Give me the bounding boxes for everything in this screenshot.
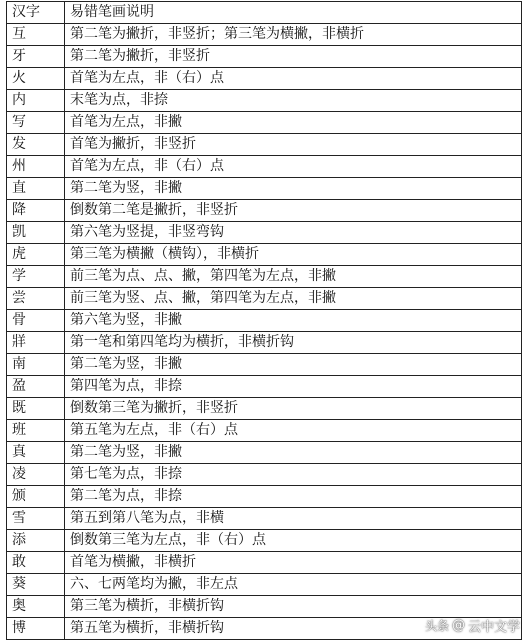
cell-character: 凯 <box>7 222 65 244</box>
cell-character: 葵 <box>7 574 65 596</box>
cell-description: 第二笔为撇折，非竖折；第三笔为横撇，非横折 <box>65 24 522 46</box>
cell-description: 第六笔为竖提，非竖弯钩 <box>65 222 522 244</box>
table-row <box>7 398 522 420</box>
table-row <box>7 200 522 222</box>
cell-character: 南 <box>7 354 65 376</box>
cell-character: 既 <box>7 398 65 420</box>
cell-character: 班 <box>7 420 65 442</box>
cell-description: 首笔为横撇，非横折 <box>65 552 522 574</box>
cell-character: 颁 <box>7 486 65 508</box>
watermark <box>425 616 520 635</box>
cell-description: 首笔为左点，非（右）点 <box>65 156 522 178</box>
cell-character: 直 <box>7 178 65 200</box>
cell-description: 第二笔为竖，非撇 <box>65 178 522 200</box>
cell-description: 第二笔为撇折，非竖折 <box>65 46 522 68</box>
cell-description: 前三笔为竖、点、撇，第四笔为左点，非撇 <box>65 288 522 310</box>
table-row <box>7 508 522 530</box>
stroke-error-table <box>6 1 522 640</box>
cell-description: 第二笔为竖，非撇 <box>65 354 522 376</box>
table-row <box>7 530 522 552</box>
table-row <box>7 112 522 134</box>
table-row <box>7 486 522 508</box>
cell-character: 内 <box>7 90 65 112</box>
cell-character: 雪 <box>7 508 65 530</box>
cell-description: 第六笔为竖，非撇 <box>65 310 522 332</box>
cell-character: 发 <box>7 134 65 156</box>
table-row <box>7 68 522 90</box>
table-row <box>7 156 522 178</box>
cell-description: 六、七两笔均为撇，非左点 <box>65 574 522 596</box>
cell-description: 倒数第二笔是撇折，非竖折 <box>65 200 522 222</box>
watermark-author: 云中文学 <box>467 620 520 635</box>
watermark-at: @ <box>451 618 465 633</box>
cell-character: 互 <box>7 24 65 46</box>
cell-description: 第五到第八笔为点，非横 <box>65 508 522 530</box>
table-row <box>7 266 522 288</box>
table-row <box>7 552 522 574</box>
header-character: 汉字 <box>7 2 65 24</box>
cell-character: 凌 <box>7 464 65 486</box>
table-row <box>7 442 522 464</box>
cell-character: 写 <box>7 112 65 134</box>
table-row <box>7 244 522 266</box>
cell-character: 骨 <box>7 310 65 332</box>
table-row <box>7 288 522 310</box>
cell-description: 第五笔为横折，非横折钩 <box>65 618 522 640</box>
cell-character: 博 <box>7 618 65 640</box>
cell-description: 首笔为左点，非（右）点 <box>65 68 522 90</box>
cell-character: 盈 <box>7 376 65 398</box>
table-row <box>7 354 522 376</box>
cell-description: 第七笔为点，非捺 <box>65 464 522 486</box>
table-row <box>7 46 522 68</box>
cell-description: 倒数第三笔为左点，非（右）点 <box>65 530 522 552</box>
cell-description: 倒数第三笔为撇折，非竖折 <box>65 398 522 420</box>
cell-character: 真 <box>7 442 65 464</box>
cell-character: 火 <box>7 68 65 90</box>
table-header-row <box>7 2 522 24</box>
table-row <box>7 574 522 596</box>
cell-description: 第五笔为左点，非（右）点 <box>65 420 522 442</box>
cell-description: 第三笔为横折，非横折钩 <box>65 596 522 618</box>
table-row <box>7 178 522 200</box>
table-row <box>7 464 522 486</box>
cell-character: 添 <box>7 530 65 552</box>
cell-character: 尝 <box>7 288 65 310</box>
cell-description: 前三笔为点、点、撇，第四笔为左点，非撇 <box>65 266 522 288</box>
cell-character: 降 <box>7 200 65 222</box>
table-row <box>7 24 522 46</box>
table-row <box>7 310 522 332</box>
cell-character: 牙 <box>7 46 65 68</box>
cell-character: 州 <box>7 156 65 178</box>
cell-character: 奥 <box>7 596 65 618</box>
cell-description: 第三笔为横撇（横钩），非横折 <box>65 244 522 266</box>
table-row <box>7 332 522 354</box>
cell-description: 第二笔为竖，非撇 <box>65 442 522 464</box>
cell-description: 首笔为撇折，非竖折 <box>65 134 522 156</box>
cell-character: 牂 <box>7 332 65 354</box>
header-description: 易错笔画说明 <box>65 2 522 24</box>
cell-description: 第四笔为点，非捺 <box>65 376 522 398</box>
cell-description: 首笔为左点，非撇 <box>65 112 522 134</box>
cell-description: 第二笔为点，非捺 <box>65 486 522 508</box>
table-row <box>7 376 522 398</box>
table-row <box>7 90 522 112</box>
table-row <box>7 222 522 244</box>
cell-character: 学 <box>7 266 65 288</box>
table-row <box>7 420 522 442</box>
watermark-prefix: 头条 <box>424 619 449 633</box>
cell-description: 第一笔和第四笔均为横折，非横折钩 <box>65 332 522 354</box>
cell-character: 虎 <box>7 244 65 266</box>
cell-character: 敢 <box>7 552 65 574</box>
table-row <box>7 596 522 618</box>
cell-description: 末笔为点，非捺 <box>65 90 522 112</box>
table-row <box>7 134 522 156</box>
